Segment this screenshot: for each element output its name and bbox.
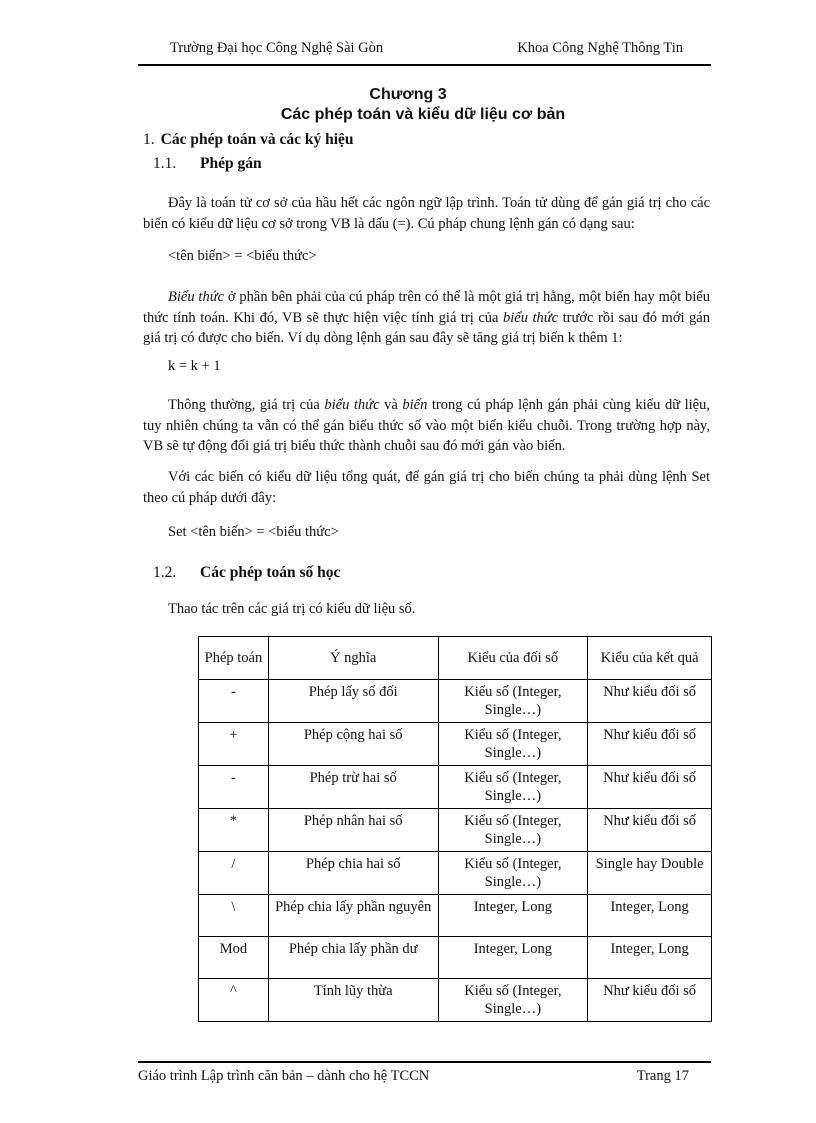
cell-operator: + [199,723,269,766]
syntax-set: Set <tên biến> = <biểu thức> [168,524,339,540]
arithmetic-operators-table [198,636,712,1022]
example-increment: k = k + 1 [168,358,221,374]
em-bieu-thuc-3: biểu thức [324,397,380,413]
cell-operator: / [199,852,269,895]
cell-operator: - [199,680,269,723]
section-1-heading [143,131,354,149]
page-number: Trang 17 [636,1068,689,1084]
table-row [199,852,712,895]
cell-operator: Mod [199,937,269,979]
chapter-title: Chương 3 [369,86,447,103]
cell-meaning: Tính lũy thừa [268,979,438,1022]
cell-result-type: Như kiểu đối số [588,979,712,1022]
cell-argument-type: Kiểu số (Integer, Single…) [438,979,588,1022]
para2-text-1: ở phần bên phải của cú pháp trên có thể là một giá trị hằng, một biến hay một biểu thức tính toán. Khi đó, VB sẽ thực hiện việc tính giá trị của [143,289,710,326]
para3-text-1: Thông thường, giá trị của [168,397,325,413]
cell-meaning: Phép chia lấy phần nguyên [268,895,438,937]
cell-result-type: Single hay Double [588,852,712,895]
cell-argument-type: Integer, Long [438,937,588,979]
chapter-subtitle: Các phép toán và kiểu dữ liệu cơ bản [280,106,566,123]
cell-argument-type: Kiểu số (Integer, Single…) [438,852,588,895]
header-result-type: Kiểu của kết quả [588,637,712,680]
section-1-2-number: 1.2. [153,564,177,581]
paragraph-assignment-intro: Đây là toán tử cơ sở của hầu hết các ngôn ngữ lập trình. Toán tử dùng để gán giá trị cho các biến có kiểu dữ liệu cơ sở trong VB là dấu (=). Cú pháp chung lệnh gán có dạng sau: [143,195,710,232]
cell-result-type: Như kiểu đối số [588,723,712,766]
table-row [199,680,712,723]
cell-result-type: Integer, Long [588,895,712,937]
paragraph-set-statement: Với các biến có kiểu dữ liệu tổng quát, để gán giá trị cho biến chúng ta phải dùng lệnh Set theo cú pháp dưới đây: [143,469,710,506]
section-1-1-heading [153,155,262,173]
cell-meaning: Phép nhân hai số [268,809,438,852]
section-1-2-title: Các phép toán số học [200,564,341,581]
header-school: Trường Đại học Công Nghệ Sài Gòn [170,40,384,56]
cell-operator: - [199,766,269,809]
paragraph-type-conversion [143,395,710,457]
para2-text-2: trước rồi sau đó mới gán giá trị có được cho biến. Ví dụ dòng lệnh gán sau đây sẽ tăng giá trị biến k thêm 1: [143,309,710,346]
paragraph-expression [143,287,710,349]
header-meaning: Ý nghĩa [268,637,438,680]
cell-meaning: Phép cộng hai số [268,723,438,766]
table-header-row [199,637,712,680]
cell-operator: ^ [199,979,269,1022]
cell-result-type: Integer, Long [588,937,712,979]
cell-operator: \ [199,895,269,937]
em-bieu-thuc-2: biểu thức [503,309,559,326]
cell-result-type: Như kiểu đối số [588,809,712,852]
para3-text-3: trong cú pháp lệnh gán phải cùng kiểu dữ liệu, tuy nhiên chúng ta vẫn có thể gán biểu thức số vào một biến kiểu chuỗi. Trong trường hợp này, VB sẽ tự động đổi giá trị biểu thức thành chuỗi sau đó mới gán vào biến. [143,397,710,454]
para3-text-2: và [379,397,403,413]
header-operator: Phép toán [199,637,269,680]
header-faculty: Khoa Công Nghệ Thông Tin [517,40,683,56]
cell-meaning: Phép chia hai số [268,852,438,895]
cell-meaning: Phép trừ hai số [268,766,438,809]
syntax-assignment: <tên biến> = <biểu thức> [168,248,317,264]
cell-argument-type: Kiểu số (Integer, Single…) [438,809,588,852]
table-row [199,937,712,979]
cell-result-type: Như kiểu đối số [588,680,712,723]
table-row [199,809,712,852]
em-bieu-thuc-1: Biểu thức [168,289,225,305]
page-header [138,38,711,66]
cell-argument-type: Kiểu số (Integer, Single…) [438,766,588,809]
table-row [199,766,712,809]
cell-argument-type: Kiểu số (Integer, Single…) [438,680,588,723]
table-row [199,979,712,1022]
cell-argument-type: Integer, Long [438,895,588,937]
header-argument-type: Kiểu của đối số [438,637,588,680]
cell-meaning: Phép chia lấy phần dư [268,937,438,979]
cell-meaning: Phép lấy số đối [268,680,438,723]
section-1-title: Các phép toán và các ký hiệu [160,131,354,148]
section-1-number: 1. [143,131,155,148]
paragraph-numeric-ops: Thao tác trên các giá trị có kiểu dữ liệu số. [168,601,416,617]
section-1-1-number: 1.1. [153,155,177,172]
section-1-2-heading [153,564,340,582]
cell-result-type: Như kiểu đối số [588,766,712,809]
em-bien: biến [402,397,428,413]
table-row [199,723,712,766]
page-footer [138,1061,711,1084]
footer-course-title: Giáo trình Lập trình căn bản – dành cho hệ TCCN [138,1068,430,1084]
cell-operator: * [199,809,269,852]
cell-argument-type: Kiểu số (Integer, Single…) [438,723,588,766]
table-row [199,895,712,937]
section-1-1-title: Phép gán [200,155,262,172]
